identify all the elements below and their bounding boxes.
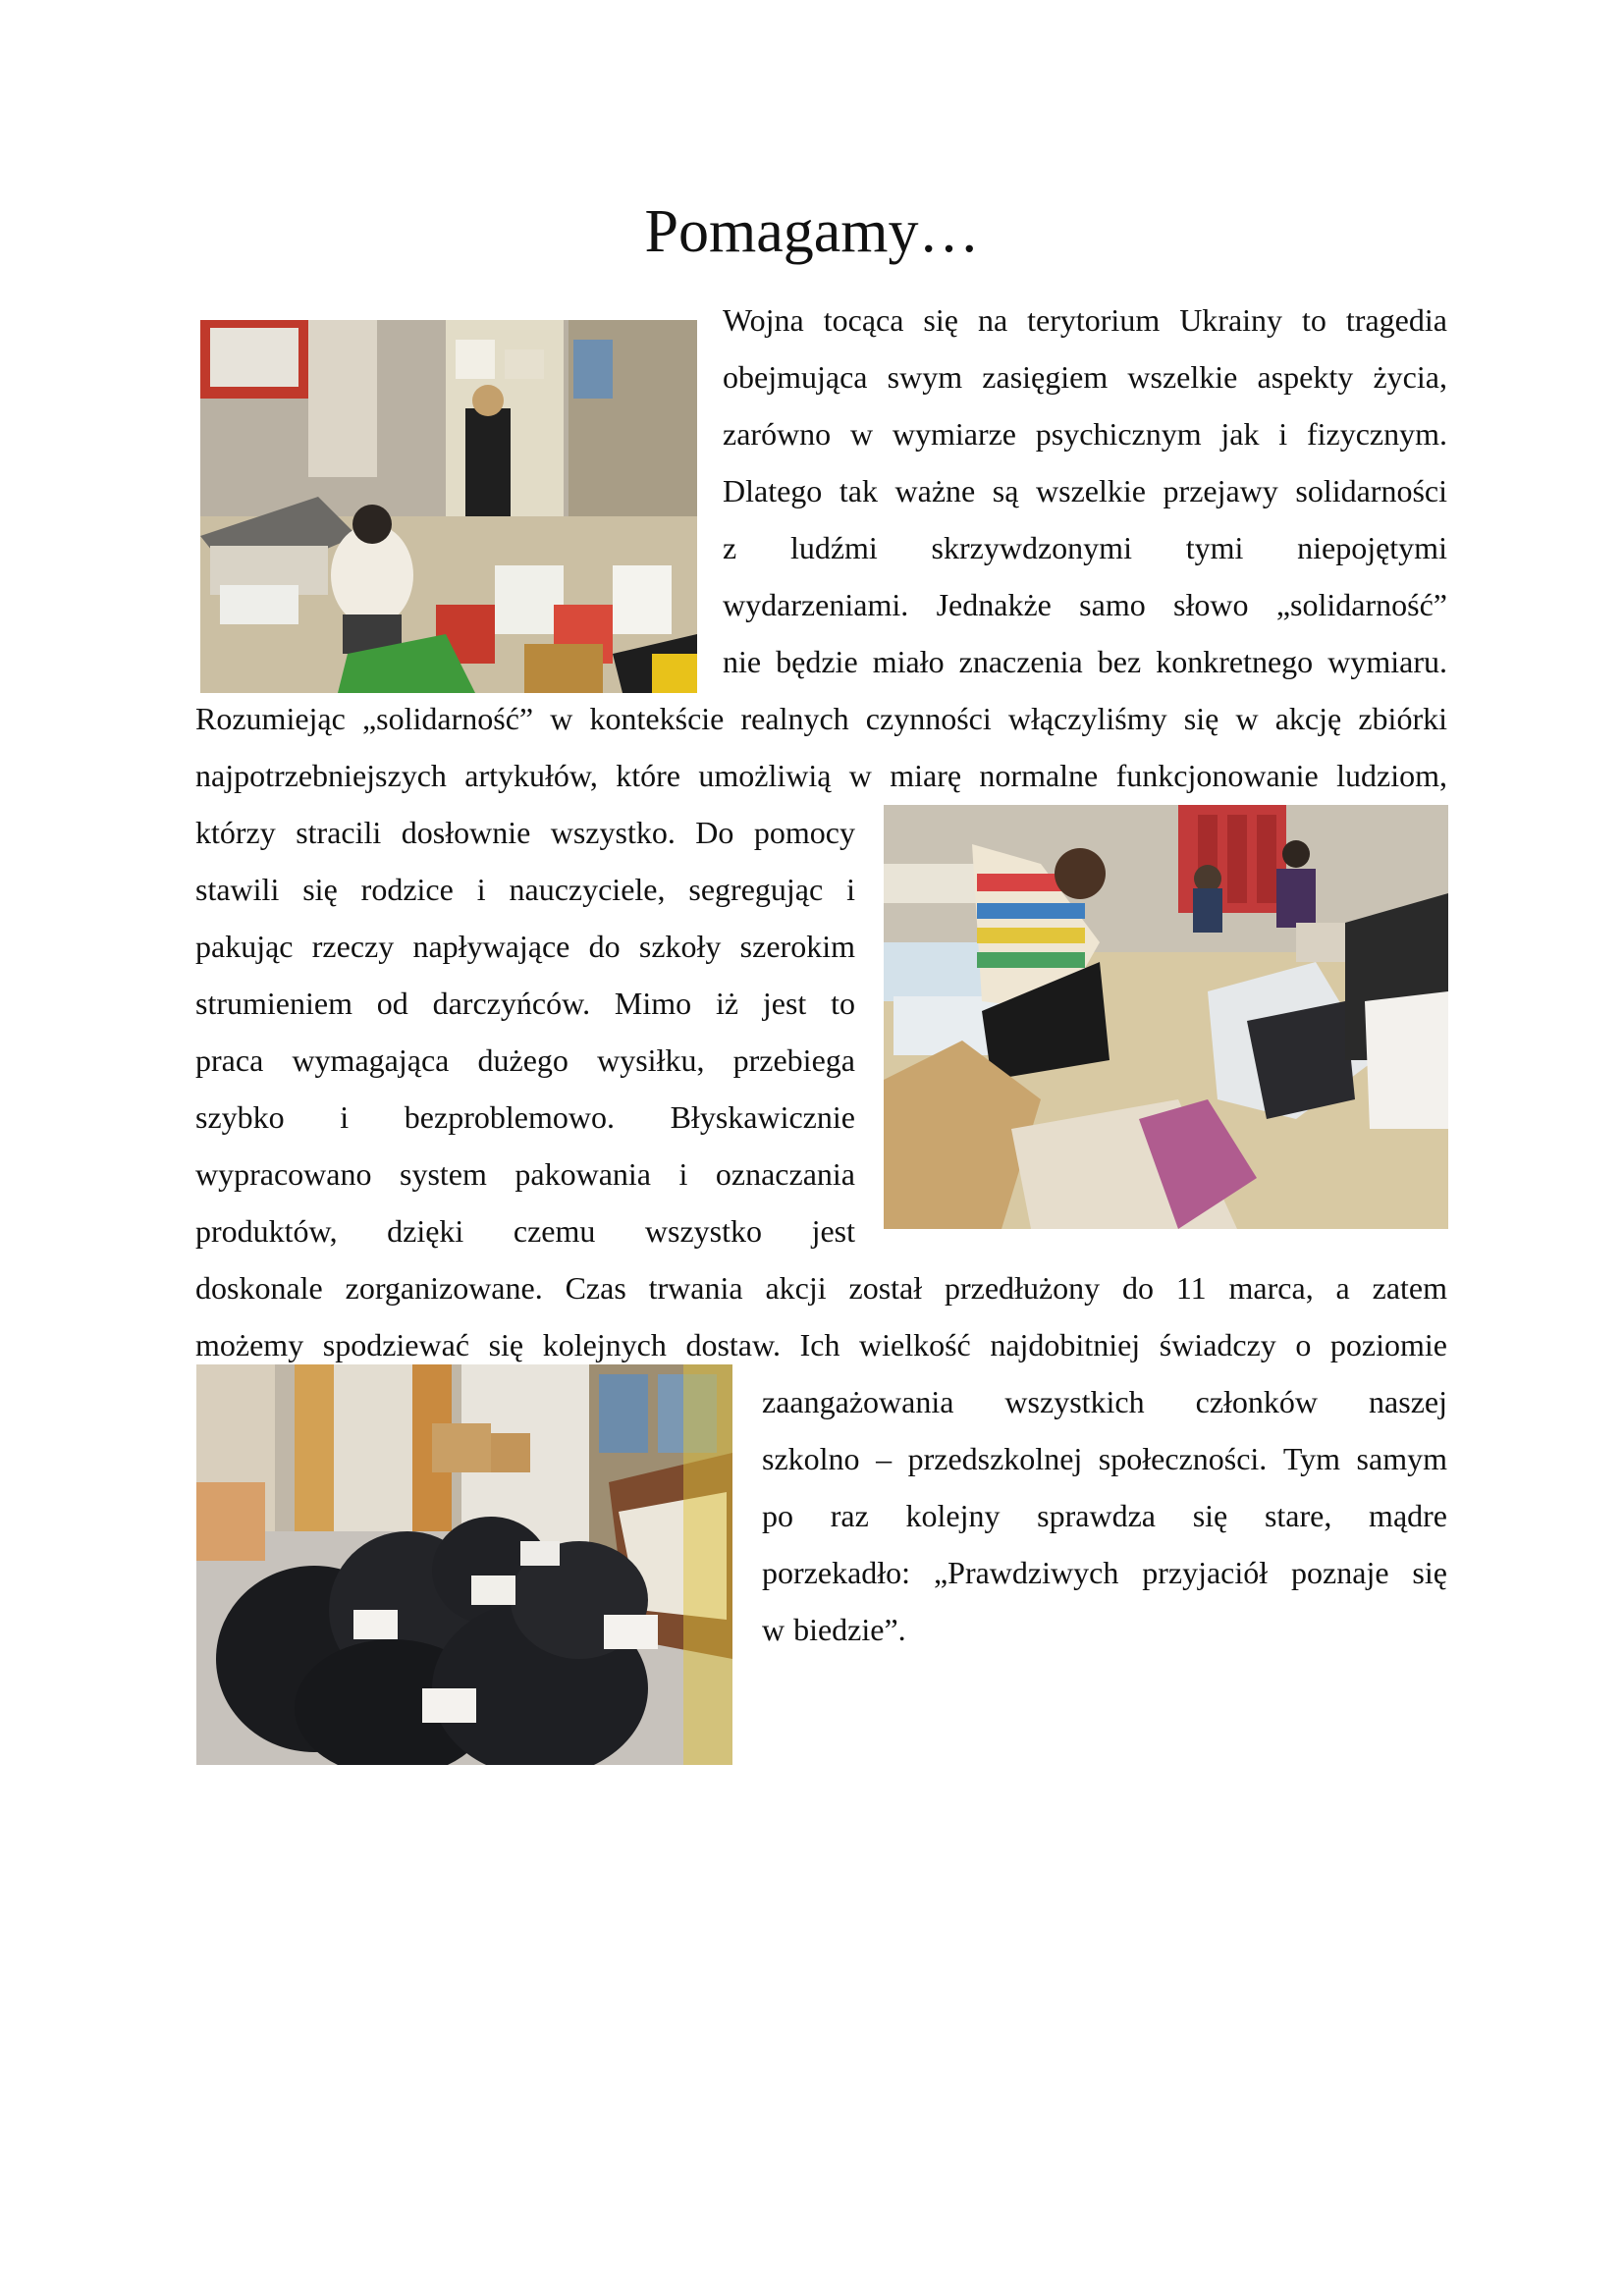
word: kolejny — [905, 1498, 1001, 1533]
word: miarę — [890, 758, 962, 793]
word: w — [848, 758, 872, 793]
paragraph-line — [195, 1325, 1447, 1364]
word: wysiłku, — [597, 1042, 705, 1078]
word: aspekty — [1257, 359, 1354, 395]
word: życia, — [1373, 359, 1447, 395]
word: przyjaciół — [1142, 1555, 1269, 1590]
word: konkretnego — [1156, 644, 1314, 679]
word: się — [1183, 701, 1219, 736]
word: pakowania — [514, 1156, 651, 1192]
word: kontekście — [589, 701, 725, 736]
paragraph-line — [195, 1211, 855, 1251]
word: przedszkolnej — [907, 1441, 1083, 1476]
word: się — [923, 302, 958, 338]
word: 11 — [1175, 1270, 1207, 1306]
word: przejawy — [1163, 473, 1278, 508]
word: w — [849, 416, 874, 452]
word: to — [831, 986, 855, 1021]
word: skrzywdzonymi — [931, 530, 1132, 565]
paragraph-line — [195, 1097, 855, 1137]
word: najdobitniej — [990, 1327, 1141, 1362]
paragraph-line — [762, 1610, 1447, 1649]
word: umożliwią — [698, 758, 832, 793]
word: znaczenia — [958, 644, 1083, 679]
word: dostaw. — [685, 1327, 782, 1362]
word: akcję — [1274, 701, 1342, 736]
word: miało — [872, 644, 945, 679]
word: i — [476, 872, 486, 907]
paragraph-line — [195, 927, 855, 966]
word: stawili — [195, 872, 280, 907]
word: zasięgiem — [982, 359, 1109, 395]
word: Do — [695, 815, 734, 850]
donation-sorting-photo — [200, 320, 697, 693]
paragraph-line — [195, 756, 1447, 795]
paragraph-line — [762, 1382, 1447, 1421]
word: porzekadło: — [762, 1555, 911, 1590]
word: bezproblemowo. — [404, 1099, 615, 1135]
word: „solidarność” — [1275, 587, 1447, 622]
word: kolejnych — [542, 1327, 667, 1362]
word: pakując — [195, 929, 294, 964]
paragraph-line — [723, 414, 1447, 454]
word: najpotrzebniejszych — [195, 758, 447, 793]
word: w — [762, 1612, 785, 1647]
word: rodzice — [360, 872, 454, 907]
word: przebiega — [732, 1042, 855, 1078]
word: wszystkich — [1004, 1384, 1145, 1419]
word: mądre — [1369, 1498, 1447, 1533]
paragraph-line — [723, 357, 1447, 397]
word: wymagająca — [292, 1042, 450, 1078]
word: członków — [1195, 1384, 1319, 1419]
paragraph-line — [195, 870, 855, 909]
word: solidarności — [1295, 473, 1447, 508]
word: terytorium — [1027, 302, 1161, 338]
word: akcji — [765, 1270, 827, 1306]
word: zatem — [1372, 1270, 1447, 1306]
word: po — [762, 1498, 793, 1533]
paragraph-line — [195, 1041, 855, 1080]
word: stare, — [1264, 1498, 1332, 1533]
word: od — [376, 986, 408, 1021]
word: produktów, — [195, 1213, 338, 1249]
word: zbiórki — [1358, 701, 1447, 736]
word: tragedia — [1345, 302, 1447, 338]
word: czemu — [513, 1213, 596, 1249]
word: Błyskawicznie — [670, 1099, 855, 1135]
word: wszelkie — [1036, 473, 1146, 508]
word: słowo — [1173, 587, 1249, 622]
word: wszystko. — [550, 815, 676, 850]
word: Jednakże — [936, 587, 1052, 622]
word: stracili — [296, 815, 382, 850]
word: tak — [839, 473, 878, 508]
word: przedłużony — [944, 1270, 1101, 1306]
word: Mimo — [614, 986, 692, 1021]
word: do — [588, 929, 621, 964]
word: naszej — [1369, 1384, 1447, 1419]
word: tocąca — [823, 302, 904, 338]
word: napływające — [412, 929, 570, 964]
word: i — [846, 872, 855, 907]
word: normalne — [979, 758, 1099, 793]
word: dosłownie — [401, 815, 531, 850]
word: świadczy — [1159, 1327, 1276, 1362]
word: segregując — [688, 872, 824, 907]
word: szybko — [195, 1099, 285, 1135]
word: zorganizowane. — [345, 1270, 543, 1306]
word: czynności — [865, 701, 992, 736]
word: jest — [762, 986, 807, 1021]
paragraph-line — [195, 699, 1447, 738]
word: bez — [1097, 644, 1142, 679]
word: społeczności. — [1098, 1441, 1268, 1476]
word: się — [488, 1327, 524, 1362]
word: wszystko — [644, 1213, 763, 1249]
word: z — [723, 530, 737, 565]
paragraph-line — [723, 300, 1447, 340]
paragraph-line — [762, 1496, 1447, 1535]
word: niepojętymi — [1297, 530, 1447, 565]
word: szkolno — [762, 1441, 860, 1476]
paragraph-line — [195, 813, 855, 852]
word: praca — [195, 1042, 264, 1078]
page-title: Pomagamy… — [644, 198, 980, 265]
word: zarówno — [723, 416, 832, 452]
word: dzięki — [387, 1213, 464, 1249]
word: Tym — [1282, 1441, 1341, 1476]
word: dużego — [477, 1042, 568, 1078]
paragraph-line — [762, 1439, 1447, 1478]
word: wymiarze — [892, 416, 1016, 452]
word: tymi — [1185, 530, 1244, 565]
word: Dlatego — [723, 473, 823, 508]
paragraph-line — [723, 528, 1447, 567]
word: poziomie — [1329, 1327, 1447, 1362]
word: nauczyciele, — [509, 872, 666, 907]
word: którzy — [195, 815, 276, 850]
word: będzie — [776, 644, 858, 679]
word: strumieniem — [195, 986, 352, 1021]
word: samo — [1079, 587, 1146, 622]
word: jest — [811, 1213, 855, 1249]
word: Czas — [565, 1270, 626, 1306]
word: artykułów, — [464, 758, 598, 793]
word: o — [1295, 1327, 1312, 1362]
word: się — [302, 872, 338, 907]
word: są — [992, 473, 1019, 508]
word: i — [678, 1156, 688, 1192]
word: w — [550, 701, 573, 736]
word: trwania — [648, 1270, 743, 1306]
word: realnych — [740, 701, 849, 736]
paragraph-line — [723, 471, 1447, 510]
word: marca, — [1228, 1270, 1314, 1306]
packing-clothes-photo — [884, 805, 1448, 1229]
word: – — [876, 1441, 893, 1476]
word: nie — [723, 644, 762, 679]
word: został — [848, 1270, 923, 1306]
word: raz — [830, 1498, 869, 1533]
word: Rozumiejąc — [195, 701, 346, 736]
word: jak — [1220, 416, 1260, 452]
word: wszelkie — [1127, 359, 1238, 395]
word: rzeczy — [311, 929, 395, 964]
word: obejmująca — [723, 359, 868, 395]
word: szkoły — [638, 929, 722, 964]
word: iż — [715, 986, 739, 1021]
paragraph-line — [762, 1553, 1447, 1592]
paragraph-line — [195, 1154, 855, 1194]
donation-bags-photo — [196, 1364, 732, 1765]
word: sprawdza — [1037, 1498, 1156, 1533]
word: ludziom, — [1336, 758, 1447, 793]
word: funkcjonowanie — [1115, 758, 1319, 793]
word: wymiaru. — [1327, 644, 1447, 679]
word: Wojna — [723, 302, 804, 338]
word: Ukrainy — [1179, 302, 1283, 338]
word: się — [1412, 1555, 1447, 1590]
word: „Prawdziwych — [933, 1555, 1119, 1590]
word: się — [1192, 1498, 1228, 1533]
word: fizycznym. — [1306, 416, 1447, 452]
word: „solidarność” — [361, 701, 534, 736]
word: a — [1335, 1270, 1350, 1306]
word: to — [1302, 302, 1326, 338]
word: w — [1235, 701, 1259, 736]
word: wypracowano — [195, 1156, 372, 1192]
paragraph-line — [195, 1268, 1447, 1308]
word: pomocy — [753, 815, 855, 850]
word: szerokim — [739, 929, 855, 964]
word: samym — [1356, 1441, 1447, 1476]
word: Ich — [799, 1327, 840, 1362]
word: które — [616, 758, 680, 793]
word: i — [340, 1099, 350, 1135]
word: system — [399, 1156, 487, 1192]
word: biedzie”. — [793, 1612, 906, 1647]
word: wydarzeniami. — [723, 587, 909, 622]
word: i — [1278, 416, 1288, 452]
word: psychicznym — [1035, 416, 1202, 452]
word: wielkość — [859, 1327, 971, 1362]
paragraph-line — [723, 585, 1447, 624]
word: możemy — [195, 1327, 304, 1362]
word: na — [977, 302, 1008, 338]
word: darczyńców. — [432, 986, 591, 1021]
word: swym — [887, 359, 963, 395]
word: oznaczania — [715, 1156, 855, 1192]
word: zaangażowania — [762, 1384, 954, 1419]
word: ważne — [894, 473, 976, 508]
word: ludźmi — [789, 530, 878, 565]
word: spodziewać — [322, 1327, 470, 1362]
word: doskonale — [195, 1270, 323, 1306]
word: do — [1122, 1270, 1154, 1306]
paragraph-line — [723, 642, 1447, 681]
word: poznaje — [1291, 1555, 1389, 1590]
paragraph-line — [195, 984, 855, 1023]
word: włączyliśmy — [1007, 701, 1167, 736]
